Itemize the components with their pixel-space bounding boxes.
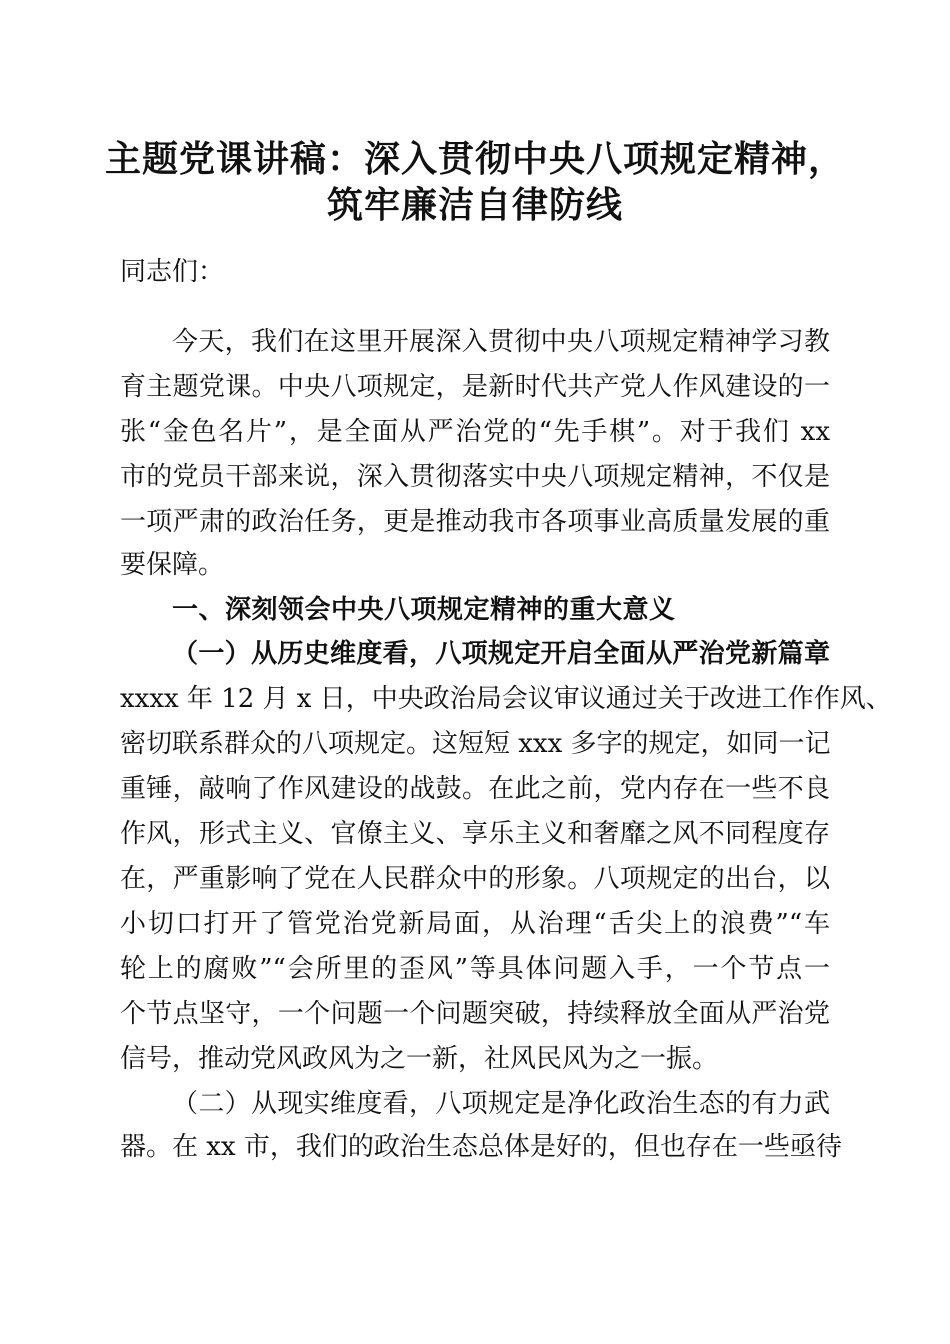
document-title-line-1: 主题党课讲稿：深入贯彻中央八项规定精神，	[104, 138, 845, 180]
body-line: 个节点坚守，一个问题一个问题突破，持续释放全面从严治党	[120, 999, 830, 1029]
body-line: 重锤，敲响了作风建设的战鼓。在此之前，党内存在一些不良	[120, 774, 830, 804]
body-line: 器。在 xx 市，我们的政治生态总体是好的，但也存在一些亟待	[120, 1132, 842, 1162]
body-line: xxxx 年 12 月 x 日，中央政治局会议审议通过关于改进工作作风、	[120, 684, 892, 714]
intro-line: 市的党员干部来说，深入贯彻落实中央八项规定精神，不仅是	[120, 462, 830, 492]
body-line: 在，严重影响了党在人民群众中的形象。八项规定的出台，以	[120, 864, 830, 894]
intro-line: 张“金色名片”，是全面从严治党的“先手棋”。对于我们 xx	[120, 417, 830, 447]
document-title-line-2: 筑牢廉洁自律防线	[326, 184, 623, 226]
section-heading: 一、深刻领会中央八项规定精神的重大意义	[172, 595, 676, 625]
subsection-line: （二）从现实维度看，八项规定是净化政治生态的有力武	[172, 1089, 830, 1119]
salutation: 同志们：	[120, 257, 225, 287]
intro-line: 一项严肃的政治任务，更是推动我市各项事业高质量发展的重	[120, 507, 830, 537]
body-line: 作风，形式主义、官僚主义、享乐主义和奢靡之风不同程度存	[120, 819, 830, 849]
subsection-heading: （一）从历史维度看，八项规定开启全面从严治党新篇章	[172, 639, 830, 669]
body-line: 信号，推动党风政风为之一新，社风民风为之一振。	[120, 1044, 719, 1074]
intro-line: 要保障。	[120, 550, 225, 580]
intro-line: 育主题党课。中央八项规定，是新时代共产党人作风建设的一	[120, 372, 830, 402]
body-line: 轮上的腐败”“会所里的歪风”等具体问题入手，一个节点一	[120, 954, 830, 984]
body-line: 密切联系群众的八项规定。这短短 xxx 多字的规定，如同一记	[120, 729, 831, 759]
body-line: 小切口打开了管党治党新局面，从治理“舌尖上的浪费”“车	[120, 909, 830, 939]
intro-line: 今天，我们在这里开展深入贯彻中央八项规定精神学习教	[172, 327, 830, 357]
